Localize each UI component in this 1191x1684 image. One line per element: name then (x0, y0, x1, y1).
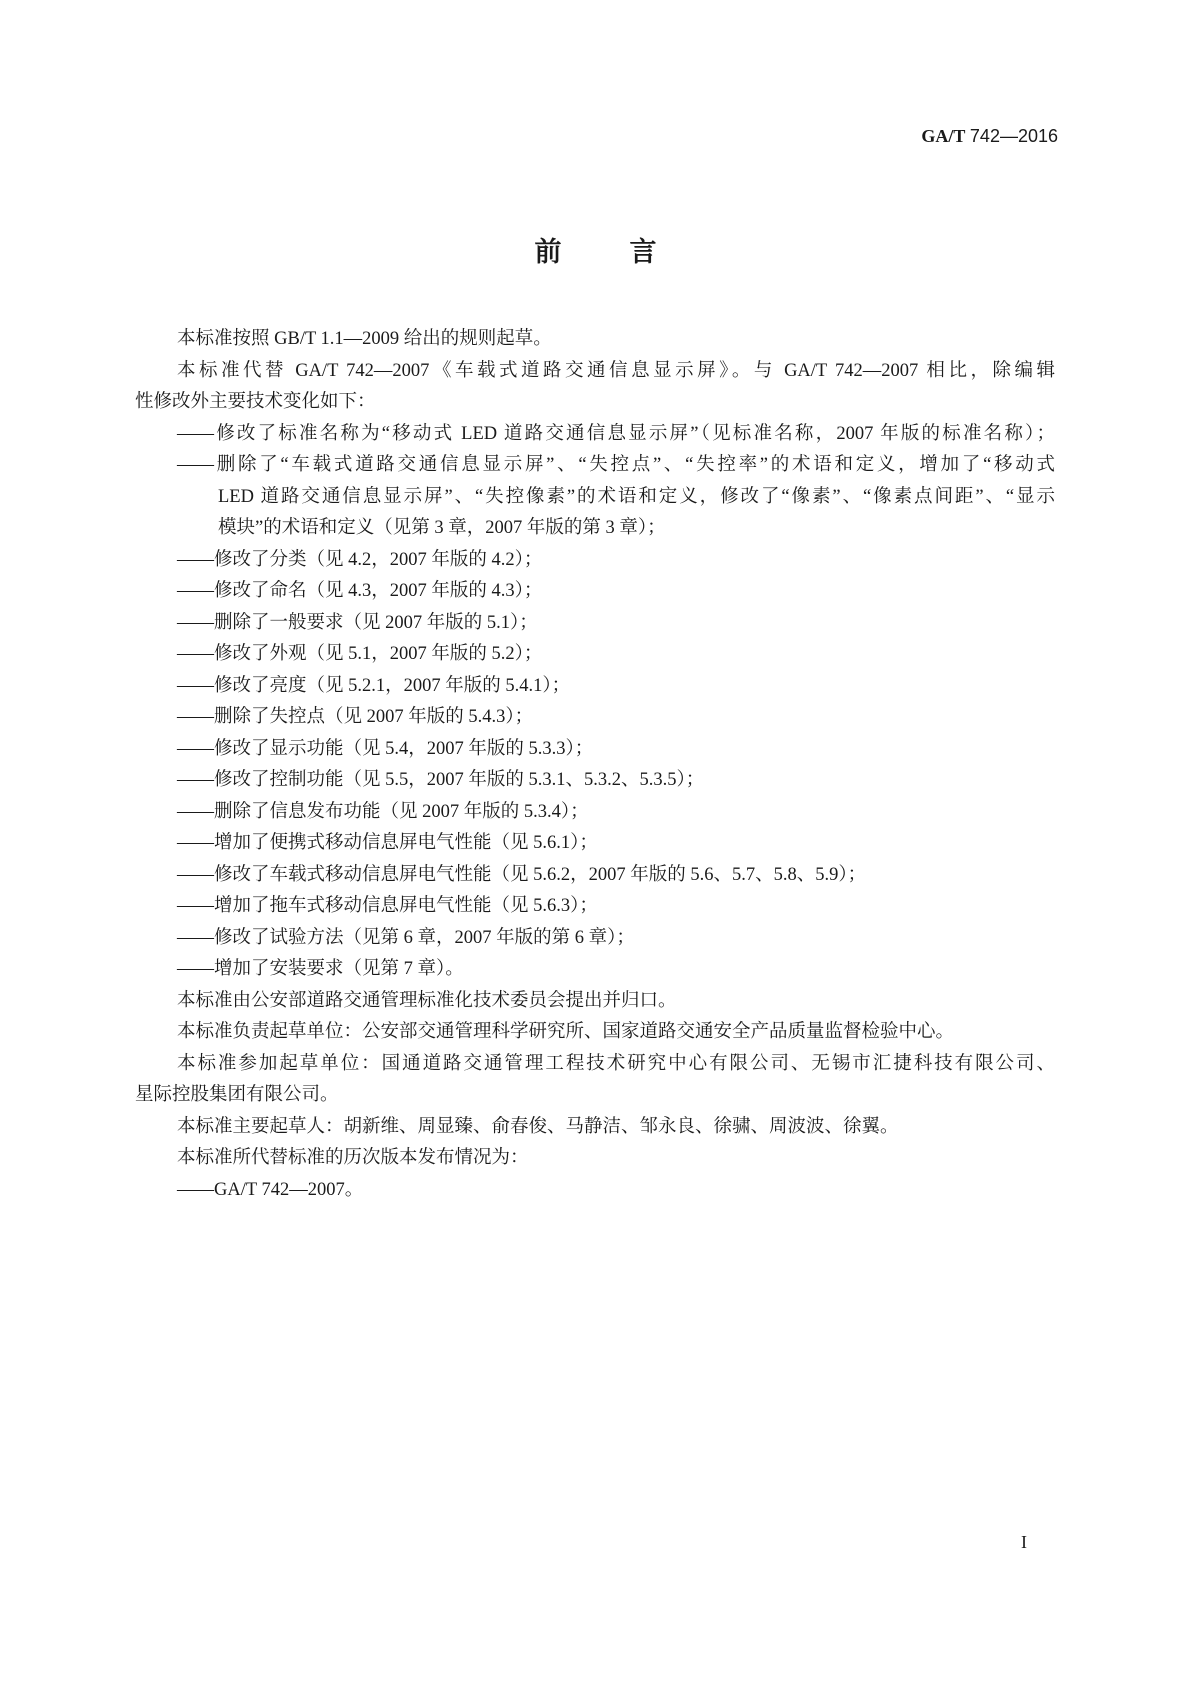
change-item: ——修改了命名（见 4.3，2007 年版的 4.3）； (177, 581, 543, 601)
title-char: 言 (629, 237, 657, 268)
change-item-continuation: 模块”的术语和定义（见第 3 章，2007 年版的第 3 章）； (218, 518, 666, 538)
change-item: ——修改了车载式移动信息屏电气性能（见 5.6.2，2007 年版的 5.6、5.7、5.8、5.9）； (177, 864, 867, 885)
paragraph-replace-line: 性修改外主要技术变化如下： (135, 392, 376, 412)
standard-code: GA/T (921, 126, 966, 146)
paragraph-rules: 本标准按照 GB/T 1.1—2009 给出的规则起草。 (177, 329, 552, 349)
change-item: ——增加了安装要求（见第 7 章）。 (177, 959, 464, 979)
change-item: ——修改了控制功能（见 5.5，2007 年版的 5.3.1、5.3.2、5.3.5）； (177, 770, 705, 790)
paragraph-proposed: 本标准由公安部道路交通管理标准化技术委员会提出并归口。 (177, 990, 677, 1011)
change-item: ——修改了亮度（见 5.2.1，2007 年版的 5.4.1）； (177, 675, 571, 696)
paragraph-history: 本标准所代替标准的历次版本发布情况为： (177, 1148, 529, 1168)
change-item: ——增加了便携式移动信息屏电气性能（见 5.6.1）； (177, 833, 598, 853)
change-item: ——修改了显示功能（见 5.4，2007 年版的 5.3.3）； (177, 738, 594, 759)
history-item: ——GA/T 742—2007。 (177, 1179, 364, 1200)
page-title (0, 230, 1191, 269)
title-char: 前 (534, 237, 562, 268)
paragraph-main-drafters: 本标准主要起草人：胡新维、周显臻、俞春俊、马静洁、邹永良、徐骕、周波波、徐翼。 (177, 1116, 899, 1137)
change-item: ——删除了一般要求（见 2007 年版的 5.1）； (177, 612, 538, 633)
change-item: ——修改了外观（见 5.1，2007 年版的 5.2）； (177, 644, 543, 664)
change-item: ——修改了试验方法（见第 6 章，2007 年版的第 6 章）； (177, 927, 635, 948)
paragraph-participating-drafters: 星际控股集团有限公司。 (135, 1085, 339, 1105)
page-number: I (1021, 1532, 1027, 1552)
paragraph-participating-drafters: 本标准参加起草单位：国通道路交通管理工程技术研究中心有限公司、无锡市汇捷科技有限公司、 (177, 1053, 1055, 1074)
document-header (880, 126, 1058, 147)
change-item: ——修改了分类（见 4.2，2007 年版的 4.2）； (177, 549, 543, 570)
change-item: ——删除了失控点（见 2007 年版的 5.4.3）； (177, 707, 534, 727)
change-item-continuation: LED 道路交通信息显示屏”、“失控像素”的术语和定义，修改了“像素”、“像素点间距”、“显示 (218, 486, 1055, 507)
paragraph-responsible-drafters: 本标准负责起草单位：公安部交通管理科学研究所、国家道路交通安全产品质量监督检验中心。 (177, 1022, 955, 1042)
change-item: ——删除了信息发布功能（见 2007 年版的 5.3.4）； (177, 801, 589, 822)
change-item: ——修改了标准名称为“移动式 LED 道路交通信息显示屏”（见标准名称，2007 年版的标准名称）； (177, 423, 1055, 444)
paragraph-replace-line: 本标准代替 GA/T 742—2007《车载式道路交通信息显示屏》。与 GA/T 742—2007 相比，除编辑 (177, 360, 1055, 381)
standard-number: 742—2016 (969, 126, 1058, 146)
change-item: ——增加了拖车式移动信息屏电气性能（见 5.6.3）； (177, 896, 598, 916)
foreword-body (135, 324, 1055, 1206)
change-item: ——删除了“车载式道路交通信息显示屏”、“失控点”、“失控率”的术语和定义，增加了“移动式 (177, 455, 1055, 475)
